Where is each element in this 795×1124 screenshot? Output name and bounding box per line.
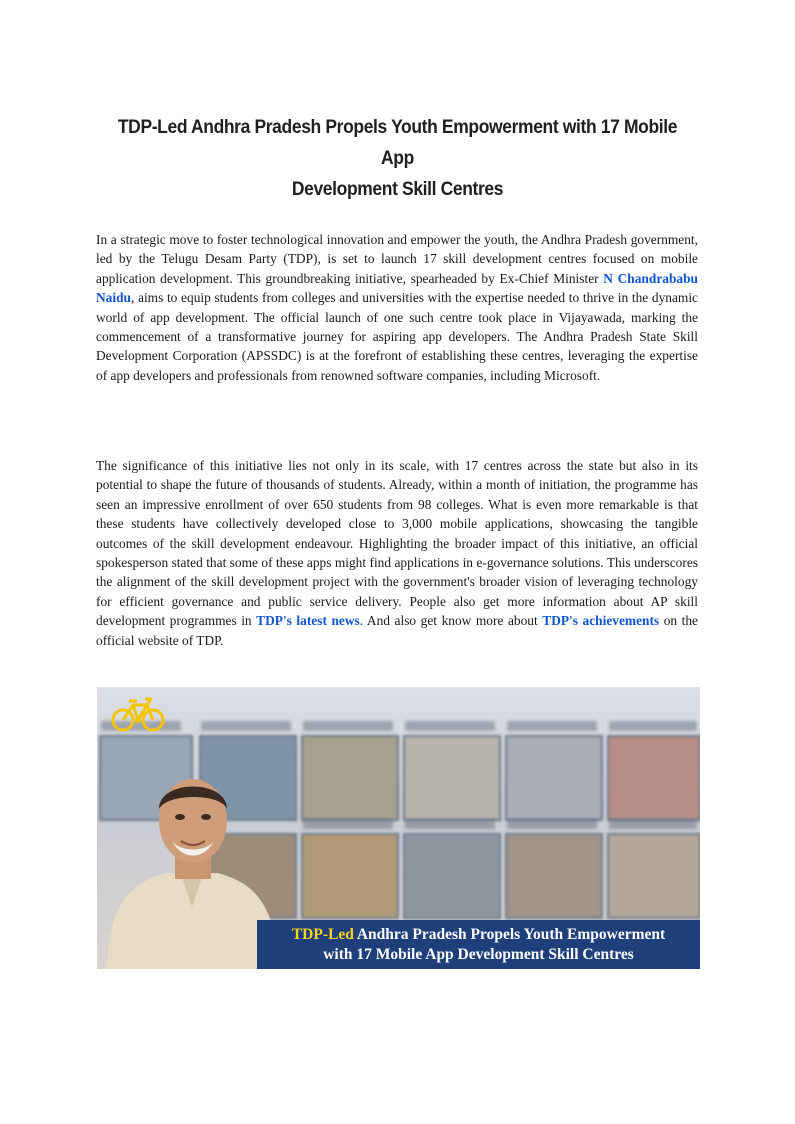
banner-caption (257, 925, 700, 965)
paragraph-2-text-c: on the official website of TDP. (96, 613, 698, 648)
paragraph-1-text-b: , aims to equip students from colleges and universities with the expertise needed to thrive in the dynamic world of app development. The official launch of one such centre took place in Vijayawada, marking the commencement of a transformative journey for aspiring app developers. The Andhra Pradesh State Skill Development Corporation (APSSDC) is at the forefront of establishing these centres, leveraging the expertise of app developers and professionals from renowned software companies, including Microsoft. (96, 290, 698, 383)
latest-news-link[interactable]: TDP's latest news (256, 613, 360, 629)
banner-caption-line-1-rest: Andhra Pradesh Propels Youth Empowerment (353, 926, 666, 943)
title-line-1: TDP-Led Andhra Pradesh Propels Youth Empowerment with 17 Mobile App (117, 117, 678, 169)
paragraph-1 (96, 230, 698, 385)
banner-caption-line-1 (257, 925, 700, 945)
bicycle-icon (111, 695, 165, 733)
paragraph-2-text-a: The significance of this initiative lies not only in its scale, with 17 centres across the state but also in its potential to shape the future of thousands of students. Already, within a month of initiation, the programme has seen an impressive enrollment of over 650 students from 98 colleges. What is even more remarkable is that these students have collectively developed close to 3,000 mobile applications, showcasing the tangible outcomes of the skill development endeavour. Highlighting the broader impact of this initiative, an official spokesperson stated that some of these apps might find applications in e-governance solutions. This underscores the alignment of the skill development project with the government's broader vision of leveraging technology for efficient governance and public service delivery. People also get more information about AP skill development programmes in (96, 458, 698, 629)
banner-caption-highlight: TDP-Led (291, 926, 354, 943)
article-title (115, 112, 681, 205)
achievements-link[interactable]: TDP's achievements (542, 613, 660, 629)
banner-caption-line-2: with 17 Mobile App Development Skill Centres (323, 946, 634, 963)
paragraph-2 (96, 456, 698, 650)
naidu-link[interactable]: N Chandrababu Naidu (96, 270, 698, 306)
paragraph-1-text-a: In a strategic move to foster technological innovation and empower the youth, the Andhra Pradesh government, led by the Telugu Desam Party (TDP), is set to launch 17 skill development centres focused on mobile application development. This groundbreaking initiative, spearheaded by Ex-Chief Minister (96, 232, 698, 286)
title-line-2: Development Skill Centres (291, 179, 504, 200)
paragraph-2-text-b: . And also get know more about (359, 613, 543, 629)
